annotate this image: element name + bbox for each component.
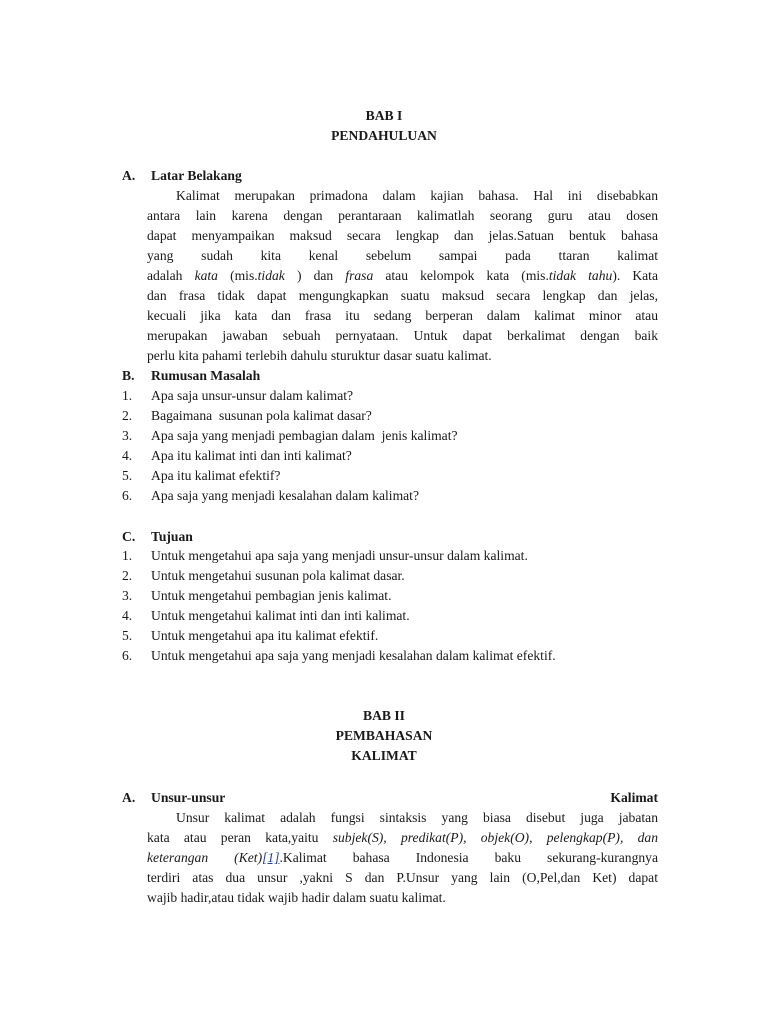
section-title: Latar Belakang <box>151 168 242 183</box>
paragraph-line: terdiri atas dua unsur ,yakni S dan P.Unsur yang lain (O,Pel,dan Ket) dapat <box>147 870 658 885</box>
chapter-subtitle: PENDAHULUAN <box>331 128 437 143</box>
paragraph-line-mixed: keterangan (Ket)[1].Kalimat bahasa Indonesia baku sekurang-kurangnya <box>147 850 658 865</box>
paragraph-line: Unsur kalimat adalah fungsi sintaksis yang biasa disebut juga jabatan <box>176 810 658 825</box>
paragraph-line: kecuali jika kata dan frasa itu sedang berperan dalam kalimat minor atau <box>147 308 658 323</box>
paragraph-line: yang sudah kita kenal sebelum sampai pada ttaran kalimat <box>147 248 658 263</box>
paragraph-line-mixed: adalah kata (mis.tidak ) dan frasa atau kelompok kata (mis.tidak tahu). Kata <box>147 268 658 283</box>
section-marker: A. <box>122 168 136 183</box>
section-title-left: Unsur-unsur <box>151 790 226 805</box>
chapter-subtitle: PEMBAHASAN <box>335 728 433 743</box>
paragraph-line: dan frasa tidak dapat mengungkapkan suatu maksud secara lengkap dan jelas, <box>147 288 658 303</box>
section-title: Tujuan <box>151 529 193 544</box>
paragraph-line: dapat menyampaikan maksud secara lengkap dan jelas.Satuan bentuk bahasa <box>147 228 658 243</box>
section-title: Rumusan Masalah <box>151 368 261 383</box>
chapter-title: BAB II <box>363 708 405 723</box>
paragraph-line-mixed: kata atau peran kata,yaitu subjek(S), predikat(P), objek(O), pelengkap(P), dan <box>147 830 658 845</box>
chapter-subtitle-2: KALIMAT <box>351 748 417 763</box>
footnote-link[interactable]: [1] <box>262 850 280 865</box>
paragraph-line: wajib hadir,atau tidak wajib hadir dalam suatu kalimat. <box>147 890 446 905</box>
document-page: BAB I PENDAHULUAN A. Latar Belakang Kalimat merupakan primadona dalam kajian bahasa. Hal ini disebabkan antara lain karena dengan perantaraan kalimatlah seorang guru atau dosen dapat menyampaikan maksud secara lengkap dan jelas.Satuan bentuk bahasa yang sudah kita kenal sebelum sampai pada ttaran kalimat adalah kata (mis.tidak ) dan frasa atau kelompok kata (mis.tidak tahu). Kata dan frasa tidak dapat mengungkapkan suatu maksud secara lengkap dan jelas, kecuali jika kata dan frasa itu sedang berperan dalam kalimat minor atau merupakan jawaban sebuah pernyataan. Untuk dapat berkalimat dengan baik perlu kita pahami terlebih dahulu sturuktur dasar suatu kalimat. B. Rumusan Masalah 1. Apa saja unsur-unsur dalam kalimat? 2. Bagaimana susunan pola kalimat dasar? 3. Apa saja yang menjadi pembagian dalam jenis kalimat? 4. Apa itu kalimat inti dan inti kalimat? 5. Apa itu kalimat efektif? 6. Apa saja yang menjadi kesalahan dalam kalimat? C. Tujuan 1. Untuk mengetahui apa saja yang menjadi unsur-unsur dalam kalimat. 2. Untuk mengetahui susunan pola kalimat dasar. 3. Untuk mengetahui pembagian jenis kalimat. 4. Untuk mengetahui kalimat inti dan inti kalimat. 5. Untuk mengetahui apa itu kalimat efektif. 6. Untuk mengetahui apa saja yang menjadi kesalahan dalam kalimat efektif. BAB II PEMBAHASAN KALIMAT A. Unsur-unsur Kalimat Unsur kalimat adalah fungsi sintaksis yang biasa disebut juga jabatan kata atau peran kata,yaitu subjek(S), predikat(P), objek(O), pelengkap(P), dan keterangan (Ket)[1].Kalimat bahasa Indonesia baku sekurang-kurangnya terdiri atas dua unsur ,yakni S dan P.Unsur yang lain (O,Pel,dan Ket) dapat wajib hadir,atau tidak wajib hadir dalam suatu kalimat. <box>0 0 768 1024</box>
paragraph-line: merupakan jawaban sebuah pernyataan. Untuk dapat berkalimat dengan baik <box>147 328 658 343</box>
section-marker: B. <box>122 368 135 383</box>
chapter-title: BAB I <box>365 108 403 123</box>
section-title-right: Kalimat <box>610 790 658 805</box>
section-marker: A. <box>122 790 136 805</box>
paragraph-line: antara lain karena dengan perantaraan kalimatlah seorang guru atau dosen <box>147 208 658 223</box>
section-marker: C. <box>122 529 136 544</box>
paragraph-line: perlu kita pahami terlebih dahulu sturuktur dasar suatu kalimat. <box>147 348 492 363</box>
paragraph-line: Kalimat merupakan primadona dalam kajian bahasa. Hal ini disebabkan <box>176 188 658 203</box>
